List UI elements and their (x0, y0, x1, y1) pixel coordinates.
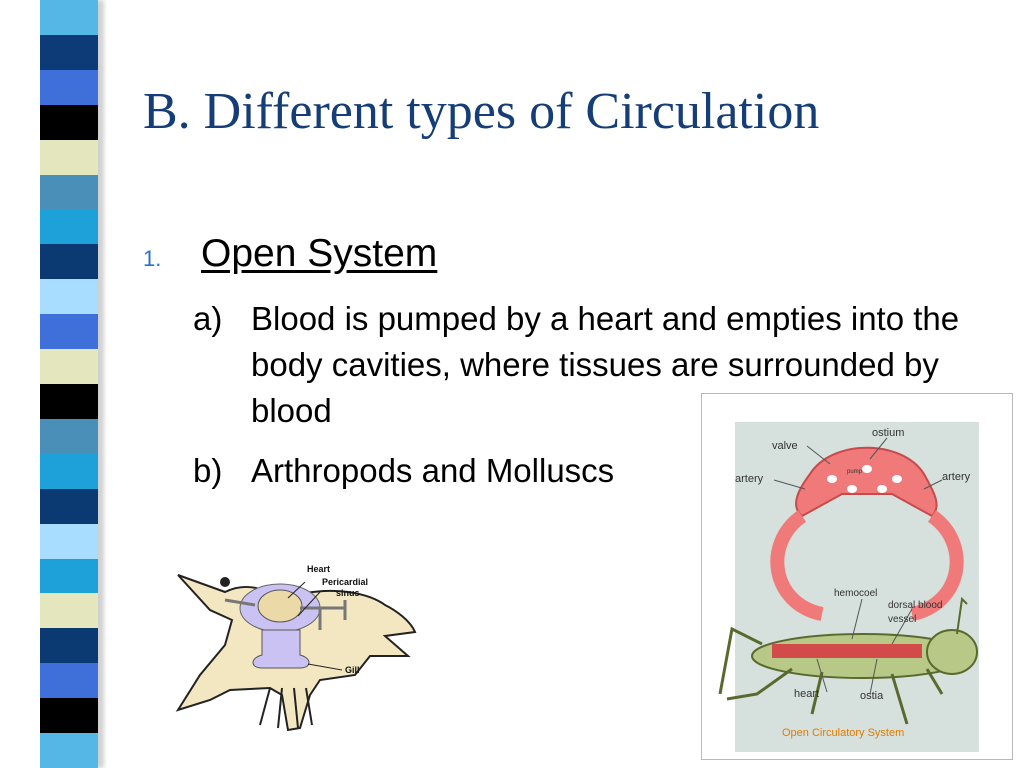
open-circulatory-figure (701, 393, 1013, 760)
stripe-segment (40, 559, 98, 594)
eye-icon (220, 577, 230, 587)
sub-item-label: a) (193, 300, 223, 337)
stripe-segment (40, 105, 98, 140)
stripe-segment (40, 35, 98, 70)
heart-shape (258, 590, 302, 622)
stripe-segment (40, 524, 98, 559)
label-sinus: sinus (336, 588, 360, 598)
stripe-segment (40, 279, 98, 314)
stripe-segment (40, 384, 98, 419)
label-heart: heart (794, 688, 820, 700)
stripe-segment (40, 70, 98, 105)
slide-title: B. Different types of Circulation (143, 83, 820, 140)
stripe-segment (40, 733, 98, 768)
sub-item-text: Blood is pumped by a heart and empties into the body cavities, where tissues are surrounded by blood (251, 300, 960, 429)
stripe-segment (40, 314, 98, 349)
stripe-segment (40, 489, 98, 524)
label-vessel: vessel (888, 614, 917, 625)
label-gill: Gill (345, 665, 360, 675)
stripe-segment (40, 663, 98, 698)
label-artery-right: artery (942, 471, 971, 483)
figure-caption: Open Circulatory System (782, 727, 905, 739)
stripe-segment (40, 209, 98, 244)
label-ostium: ostium (872, 427, 905, 439)
label-ostia: ostia (860, 690, 884, 702)
label-hemocoel: hemocoel (834, 588, 878, 599)
stripe-segment (40, 140, 98, 175)
stripe-segment (40, 175, 98, 210)
label-dorsal-blood: dorsal blood (888, 600, 943, 611)
stripe-segment (40, 698, 98, 733)
stripe-segment (40, 244, 98, 279)
label-artery-left: artery (735, 473, 764, 485)
label-pericardial: Pericardial (322, 577, 369, 587)
label-heart: Heart (307, 564, 331, 574)
stripe-segment (40, 593, 98, 628)
list-number: 1. (143, 246, 162, 271)
stripe-segment (40, 349, 98, 384)
stripe-segment (40, 0, 98, 35)
stripe-segment (40, 628, 98, 663)
list-heading: Open System (201, 232, 438, 275)
grasshopper-head (927, 630, 977, 674)
list-item-open-system (143, 232, 1003, 282)
stripe-segment (40, 454, 98, 489)
sub-item-label: b) (193, 452, 223, 489)
stripe-segment (40, 419, 98, 454)
label-valve: valve (772, 440, 798, 452)
heart-vessel (772, 644, 922, 658)
label-pump: pump (847, 469, 863, 475)
decorative-stripe (40, 0, 98, 768)
mollusc-circulation-diagram (170, 560, 420, 740)
sub-item-text: Arthropods and Molluscs (251, 452, 615, 489)
